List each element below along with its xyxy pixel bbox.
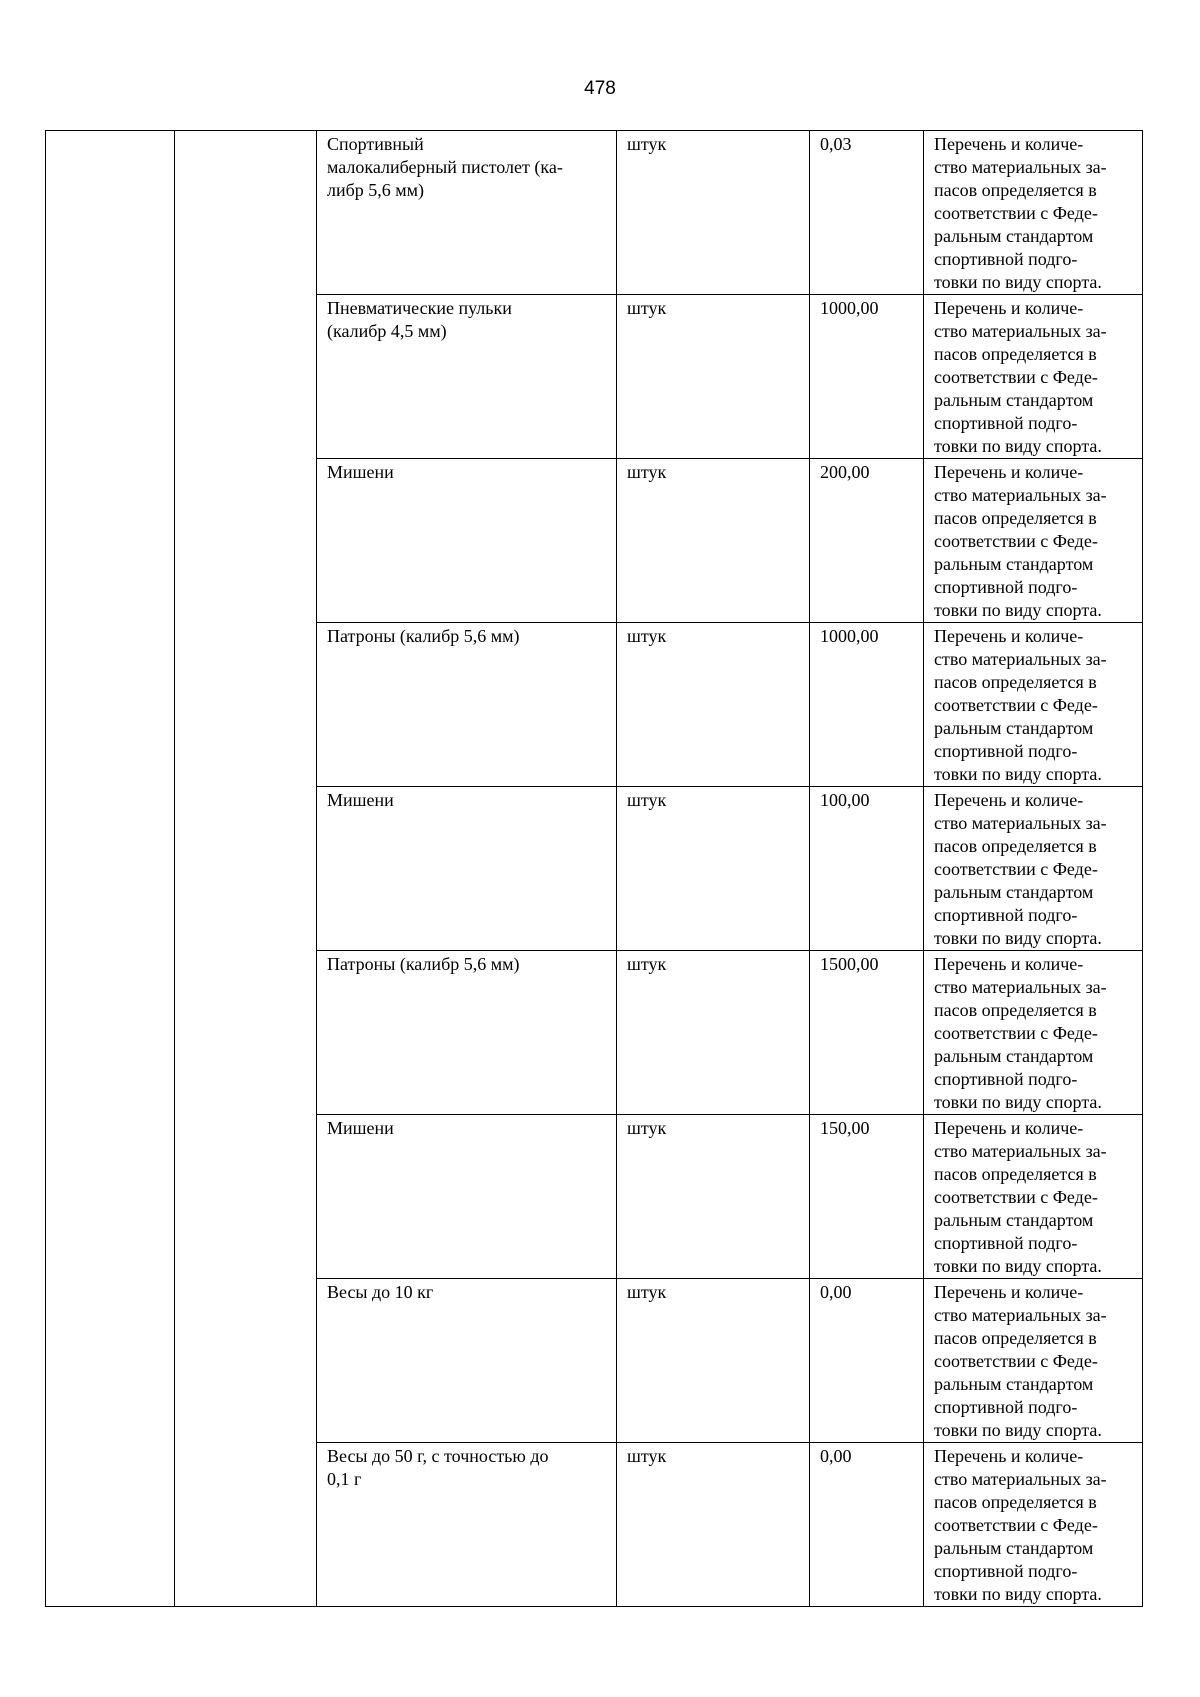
page-number: 478 — [584, 78, 616, 99]
note-line: товки по виду спорта. — [934, 1420, 1102, 1440]
note-line: Перечень и количе- — [934, 626, 1084, 646]
note-line: товки по виду спорта. — [934, 600, 1102, 620]
note-line: спортивной подго- — [934, 1397, 1078, 1417]
note-line: ральным стандартом — [934, 1538, 1094, 1558]
quantity-cell: 100,00 — [810, 787, 924, 951]
unit-cell: штук — [617, 459, 810, 623]
note-line: спортивной подго- — [934, 741, 1078, 761]
note-line: товки по виду спорта. — [934, 764, 1102, 784]
unit-cell: штук — [617, 1443, 810, 1607]
table-row — [46, 131, 1143, 295]
note-line: ральным стандартом — [934, 226, 1094, 246]
note-line: спортивной подго- — [934, 905, 1078, 925]
note-line: ство материальных за- — [934, 977, 1107, 997]
note-cell — [924, 787, 1143, 951]
note-cell — [924, 131, 1143, 295]
note-line: соответствии с Феде- — [934, 859, 1098, 879]
item-name-cell — [317, 1443, 617, 1607]
table-body — [46, 131, 1143, 1607]
note-line: товки по виду спорта. — [934, 1256, 1102, 1276]
quantity-cell: 1000,00 — [810, 623, 924, 787]
note-line: спортивной подго- — [934, 1561, 1078, 1581]
note-line: пасов определяется в — [934, 672, 1097, 692]
note-line: соответствии с Феде- — [934, 203, 1098, 223]
note-line: соответствии с Феде- — [934, 1515, 1098, 1535]
note-line: пасов определяется в — [934, 508, 1097, 528]
note-line: ство материальных за- — [934, 485, 1107, 505]
item-name-line: Спортивный — [327, 134, 424, 154]
unit-cell: штук — [617, 295, 810, 459]
note-line: Перечень и количе- — [934, 134, 1084, 154]
note-line: соответствии с Феде- — [934, 1187, 1098, 1207]
note-line: Перечень и количе- — [934, 954, 1084, 974]
note-line: ральным стандартом — [934, 718, 1094, 738]
quantity-cell: 0,00 — [810, 1279, 924, 1443]
note-line: пасов определяется в — [934, 836, 1097, 856]
note-line: Перечень и количе- — [934, 790, 1084, 810]
note-line: Перечень и количе- — [934, 1282, 1084, 1302]
note-line: пасов определяется в — [934, 344, 1097, 364]
note-line: соответствии с Феде- — [934, 1023, 1098, 1043]
note-line: Перечень и количе- — [934, 1118, 1084, 1138]
note-line: спортивной подго- — [934, 577, 1078, 597]
note-line: ральным стандартом — [934, 1374, 1094, 1394]
note-cell — [924, 1443, 1143, 1607]
note-line: соответствии с Феде- — [934, 531, 1098, 551]
note-line: ральным стандартом — [934, 1046, 1094, 1066]
item-name-line: Весы до 10 кг — [327, 1282, 434, 1302]
note-line: пасов определяется в — [934, 1328, 1097, 1348]
note-line: соответствии с Феде- — [934, 1351, 1098, 1371]
item-name-cell — [317, 623, 617, 787]
quantity-cell: 150,00 — [810, 1115, 924, 1279]
unit-cell: штук — [617, 1279, 810, 1443]
note-line: товки по виду спорта. — [934, 1584, 1102, 1604]
item-name-line: 0,1 г — [327, 1469, 362, 1489]
unit-cell: штук — [617, 1115, 810, 1279]
group-cell — [46, 131, 175, 1607]
materials-table — [45, 130, 1143, 1607]
note-line: ральным стандартом — [934, 554, 1094, 574]
note-cell — [924, 295, 1143, 459]
note-line: пасов определяется в — [934, 1164, 1097, 1184]
quantity-cell: 1500,00 — [810, 951, 924, 1115]
note-line: спортивной подго- — [934, 249, 1078, 269]
note-cell — [924, 459, 1143, 623]
note-line: соответствии с Феде- — [934, 695, 1098, 715]
note-line: Перечень и количе- — [934, 298, 1084, 318]
quantity-cell: 1000,00 — [810, 295, 924, 459]
note-line: ральным стандартом — [934, 882, 1094, 902]
note-line: товки по виду спорта. — [934, 436, 1102, 456]
note-cell — [924, 623, 1143, 787]
note-line: Перечень и количе- — [934, 1446, 1084, 1466]
item-name-cell — [317, 1279, 617, 1443]
item-name-line: либр 5,6 мм) — [327, 180, 425, 200]
note-line: товки по виду спорта. — [934, 1092, 1102, 1112]
note-line: пасов определяется в — [934, 180, 1097, 200]
note-line: спортивной подго- — [934, 1069, 1078, 1089]
note-line: товки по виду спорта. — [934, 272, 1102, 292]
unit-cell: штук — [617, 951, 810, 1115]
item-name-cell — [317, 951, 617, 1115]
note-line: Перечень и количе- — [934, 462, 1084, 482]
item-name-line: Мишени — [327, 1118, 394, 1138]
note-line: ство материальных за- — [934, 1141, 1107, 1161]
note-line: товки по виду спорта. — [934, 928, 1102, 948]
quantity-cell: 0,00 — [810, 1443, 924, 1607]
quantity-cell: 0,03 — [810, 131, 924, 295]
note-line: ство материальных за- — [934, 321, 1107, 341]
item-name-cell — [317, 1115, 617, 1279]
unit-cell: штук — [617, 787, 810, 951]
note-line: пасов определяется в — [934, 1492, 1097, 1512]
item-name-line: Мишени — [327, 790, 394, 810]
item-name-line: Пневматические пульки — [327, 298, 512, 318]
quantity-cell: 200,00 — [810, 459, 924, 623]
note-line: ство материальных за- — [934, 157, 1107, 177]
item-name-line: Патроны (калибр 5,6 мм) — [327, 626, 520, 646]
note-line: соответствии с Феде- — [934, 367, 1098, 387]
item-name-line: Патроны (калибр 5,6 мм) — [327, 954, 520, 974]
item-name-line: малокалиберный пистолет (ка- — [327, 157, 563, 177]
item-name-line: Мишени — [327, 462, 394, 482]
unit-cell: штук — [617, 623, 810, 787]
item-name-line: (калибр 4,5 мм) — [327, 321, 447, 341]
note-cell — [924, 951, 1143, 1115]
note-line: ральным стандартом — [934, 1210, 1094, 1230]
note-line: спортивной подго- — [934, 413, 1078, 433]
note-line: ральным стандартом — [934, 390, 1094, 410]
item-name-cell — [317, 131, 617, 295]
item-name-cell — [317, 787, 617, 951]
item-name-line: Весы до 50 г, с точностью до — [327, 1446, 549, 1466]
item-name-cell — [317, 459, 617, 623]
note-line: ство материальных за- — [934, 649, 1107, 669]
note-cell — [924, 1115, 1143, 1279]
note-cell — [924, 1279, 1143, 1443]
unit-cell: штук — [617, 131, 810, 295]
subgroup-cell — [175, 131, 317, 1607]
note-line: спортивной подго- — [934, 1233, 1078, 1253]
note-line: ство материальных за- — [934, 1469, 1107, 1489]
note-line: ство материальных за- — [934, 1305, 1107, 1325]
note-line: ство материальных за- — [934, 813, 1107, 833]
note-line: пасов определяется в — [934, 1000, 1097, 1020]
item-name-cell — [317, 295, 617, 459]
